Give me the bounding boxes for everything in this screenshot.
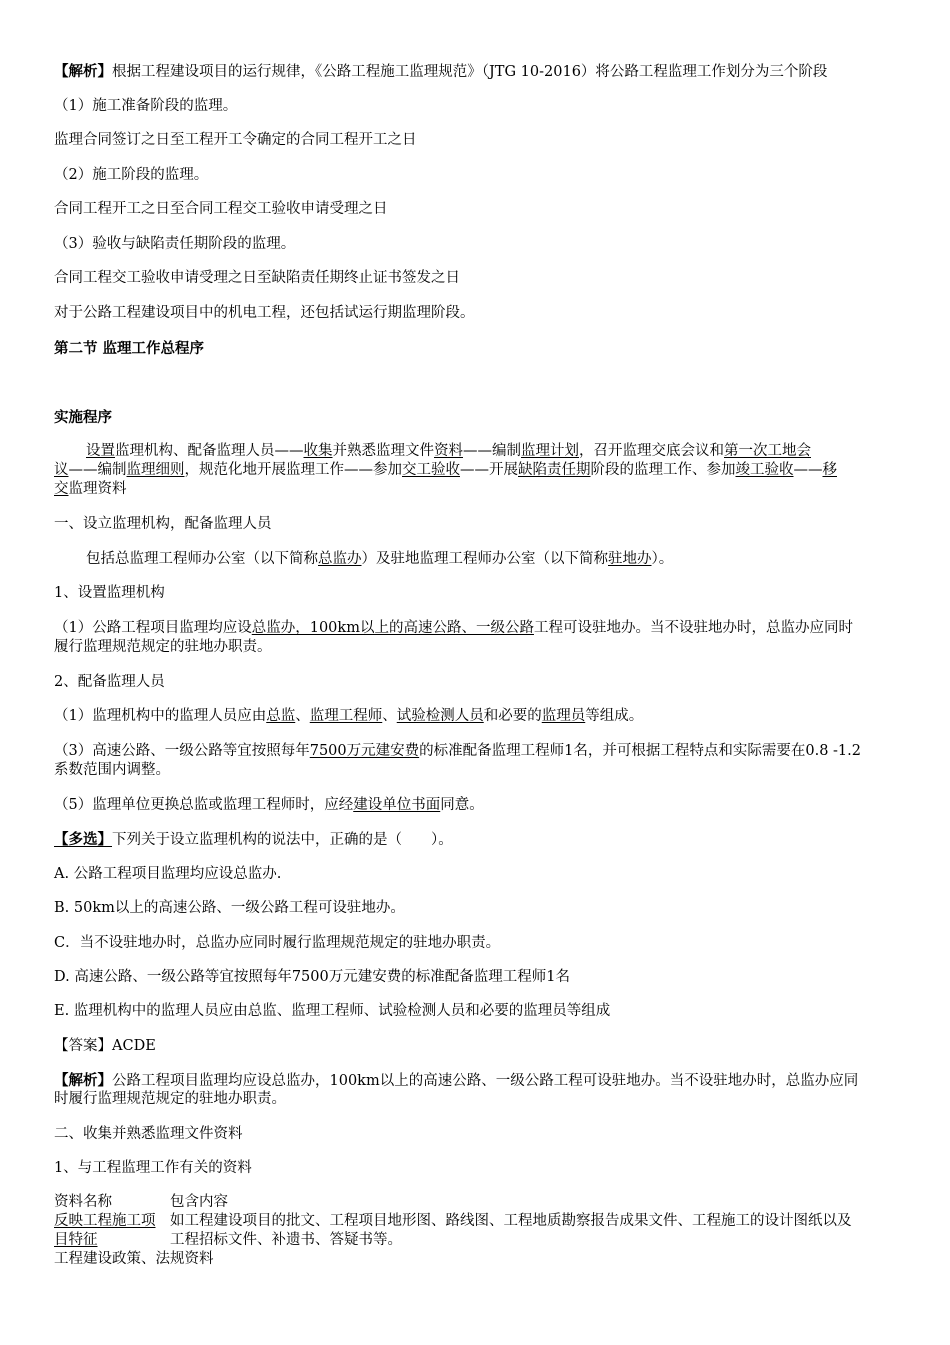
stage-2-title: （2）施工阶段的监理。 [54,167,209,183]
staff-paragraph-1: （1）监理机构中的监理人员应由总监、监理工程师、试验检测人员和必要的监理员等组成。 [54,708,644,724]
quiz-option-e: E. 监理机构中的监理人员应由总监、监理工程师、试验检测人员和必要的监理员等组成 [54,1003,611,1019]
flow-line-2: 议——编制监理细则，规范化地开展监理工作——参加交工验收——开展缺陷责任期阶段的监理工作、参加竣工验收——移 [54,462,837,478]
stage-1-title: （1）施工准备阶段的监理。 [54,98,238,114]
section-title: 第二节 监理工作总程序 [54,340,205,357]
quiz-analysis-line-2: 时履行监理规范规定的驻地办职责。 [54,1091,286,1107]
stage-3-title: （3）验收与缺陷责任期阶段的监理。 [54,236,296,252]
quiz-option-c: C．当不设驻地办时，总监办应同时履行监理规范规定的驻地办职责。 [54,935,501,951]
table-row-2-name: 工程建设政策、法规资料 [54,1251,214,1267]
heading-1-1: 1、设置监理机构 [54,585,165,601]
table-row-1-name-line-2: 目特征 [54,1232,98,1248]
quiz-question: 【多选】下列关于设立监理机构的说法中，正确的是（ ）。 [54,831,453,848]
quiz-option-d: D. 高速公路、一级公路等宜按照每年7500万元建安费的标准配备监理工程师1名 [54,969,570,985]
stage-3-desc: 合同工程交工验收申请受理之日至缺陷责任期终止证书签发之日 [54,270,460,286]
quiz-analysis-line-1: 【解析】公路工程项目监理均应设总监办，100km以上的高速公路、一级公路工程可设驻地办。当不设驻地办时，总监办应同 [54,1072,859,1089]
table-row-1-content-line-1: 如工程建设项目的批文、工程项目地形图、路线图、工程地质勘察报告成果文件、工程施工的设计图纸以及 [170,1213,852,1229]
staff-paragraph-3-line-1: （3）高速公路、一级公路等宜按照每年7500万元建安费的标准配备监理工程师1名，并可根据工程特点和实际需要在0.8 -1.2 [54,743,861,759]
stage-2-desc: 合同工程开工之日至合同工程交工验收申请受理之日 [54,201,388,217]
quiz-answer: 【答案】ACDE [54,1038,156,1054]
quiz-tag: 【多选】 [54,831,112,848]
table-header-content: 包含内容 [170,1194,228,1210]
heading-2: 二、收集并熟悉监理文件资料 [54,1126,243,1142]
table-row-1-name-line-1: 反映工程施工项 [54,1213,156,1229]
staff-paragraph-3-line-2: 系数范围内调整。 [54,762,170,778]
stage-1-desc: 监理合同签订之日至工程开工令确定的合同工程开工之日 [54,132,417,148]
quiz-option-a: A. 公路工程项目监理均应设总监办. [54,866,282,882]
include-paragraph: 包括总监理工程师办公室（以下简称总监办）及驻地监理工程师办公室（以下简称驻地办）。 [86,551,674,567]
table-header-name: 资料名称 [54,1194,112,1210]
flow-line-1: 设置监理机构、配备监理人员——收集并熟悉监理文件资料——编制监理计划，召开监理交底会议和第一次工地会 [86,443,811,459]
heading-2-1: 1、与工程监理工作有关的资料 [54,1160,252,1176]
staff-paragraph-5: （5）监理单位更换总监或监理工程师时，应经建设单位书面同意。 [54,797,484,813]
analysis-paragraph: 【解析】根据工程建设项目的运行规律，《公路工程施工监理规范》（JTG 10-2016）将公路工程监理工作划分为三个阶段 [54,63,828,80]
analysis-tag: 【解析】 [54,63,112,80]
table-row-1-content-line-2: 工程招标文件、补遗书、答疑书等。 [170,1232,402,1248]
mep-note: 对于公路工程建设项目中的机电工程，还包括试运行期监理阶段。 [54,305,475,321]
sub-title: 实施程序 [54,409,112,426]
heading-1: 一、设立监理机构，配备监理人员 [54,516,272,532]
heading-1-2: 2、配备监理人员 [54,674,165,690]
flow-line-3: 交监理资料 [54,481,127,497]
quiz-option-b: B. 50km以上的高速公路、一级公路工程可设驻地办。 [54,900,405,916]
set-paragraph-line-1: （1）公路工程项目监理均应设总监办，100km以上的高速公路、一级公路工程可设驻地办。当不设驻地办时，总监办应同时 [54,620,853,636]
set-paragraph-line-2: 履行监理规范规定的驻地办职责。 [54,639,272,655]
